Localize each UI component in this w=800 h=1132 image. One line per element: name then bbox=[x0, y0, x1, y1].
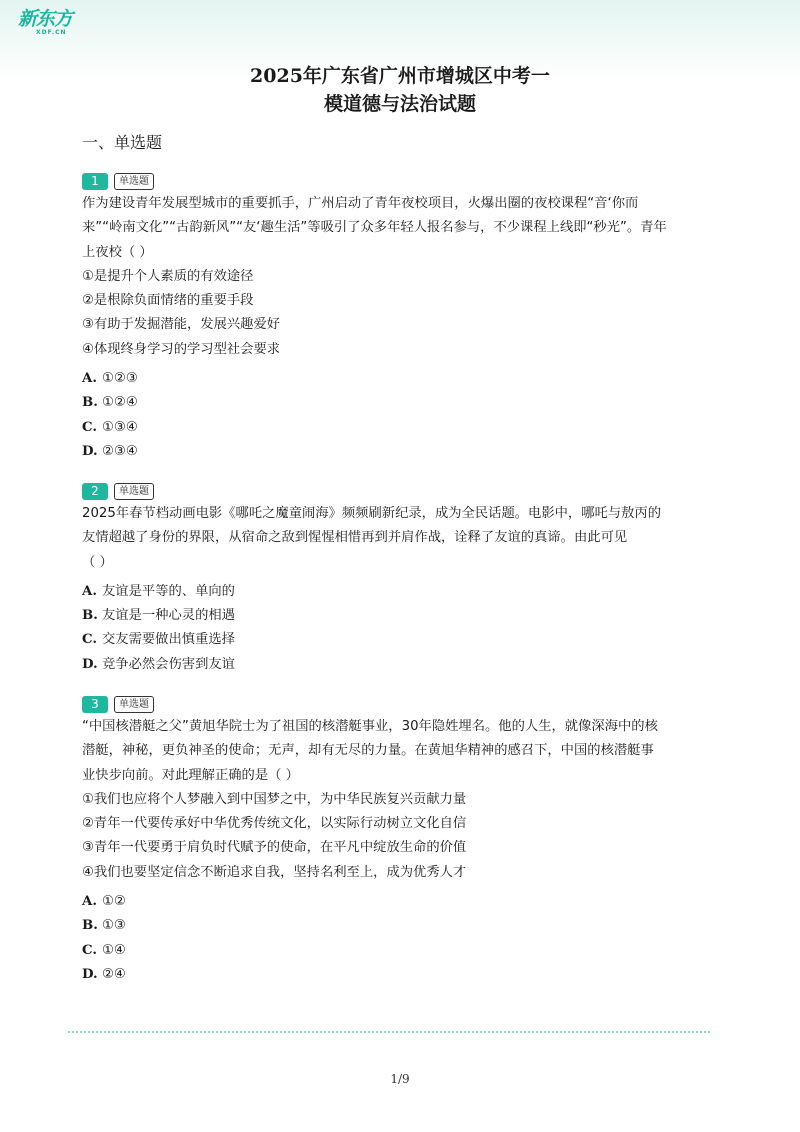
question-type-tag: 单选题 bbox=[114, 696, 154, 713]
question-stem bbox=[82, 715, 704, 885]
stem-line: 上夜校（ ） bbox=[82, 244, 153, 260]
stem-line: ①我们也应将个人梦融入到中国梦之中，为中华民族复兴贡献力量 bbox=[82, 791, 467, 807]
stem-line: ④体现终身学习的学习型社会要求 bbox=[82, 341, 281, 357]
stem-line: ④我们也要坚定信念不断追求自我，坚持名利至上，成为优秀人才 bbox=[82, 864, 467, 880]
answer-options bbox=[82, 367, 704, 464]
option-b: B. ①③ bbox=[82, 918, 126, 934]
question-2 bbox=[82, 481, 704, 677]
option-d: D. 竞争必然会伤害到友谊 bbox=[82, 656, 235, 672]
question-3 bbox=[82, 694, 704, 987]
title-line-2: 模道德与法治试题 bbox=[323, 93, 476, 115]
question-header bbox=[82, 694, 704, 714]
stem-line: 业快步向前。对此理解正确的是（ ） bbox=[82, 767, 299, 783]
page-number: 1/9 bbox=[390, 1072, 410, 1086]
option-c: C. 交友需要做出慎重选择 bbox=[82, 632, 235, 648]
question-header bbox=[82, 171, 704, 191]
option-c: C. ①③④ bbox=[82, 419, 138, 435]
question-type-tag: 单选题 bbox=[114, 483, 154, 500]
stem-line: （ ） bbox=[82, 554, 113, 570]
stem-line: 2025年春节档动画电影《哪吒之魔童闹海》频频刷新纪录，成为全民话题。电影中，哪吒与敖丙的 bbox=[82, 506, 662, 521]
stem-line: ②是根除负面情绪的重要手段 bbox=[82, 293, 254, 309]
section-heading: 一、单选题 bbox=[82, 133, 163, 152]
stem-line: ③青年一代要勇于肩负时代赋予的使命，在平凡中绽放生命的价值 bbox=[82, 840, 467, 856]
stem-line: 友情超越了身份的界限，从宿命之敌到惺惺相惜再到并肩作战，诠释了友谊的真谛。由此可见 bbox=[82, 530, 628, 546]
option-d: D. ②④ bbox=[82, 966, 126, 982]
page-title bbox=[0, 62, 800, 118]
question-stem bbox=[82, 502, 704, 575]
stem-line: ③有助于发掘潜能，发展兴趣爱好 bbox=[82, 317, 281, 333]
answer-options bbox=[82, 890, 704, 987]
stem-line: 潜艇，神秘，更负神圣的使命；无声，却有无尽的力量。在黄旭华精神的感召下，中国的核潜艇事 bbox=[82, 743, 654, 759]
question-number-badge: 2 bbox=[82, 483, 108, 500]
logo-subtext: XDF.CN bbox=[36, 29, 67, 36]
answer-options bbox=[82, 580, 704, 677]
stem-line: 作为建设青年发展型城市的重要抓手，广州启动了青年夜校项目，火爆出圈的夜校课程“音‘你而 bbox=[82, 196, 639, 211]
option-a: A. 友谊是平等的、单向的 bbox=[82, 583, 235, 599]
stem-line: “中国核潜艇之父”黄旭华院士为了祖国的核潜艇事业，30年隐姓埋名。他的人生，就像深海中的核 bbox=[82, 719, 658, 734]
stem-line: ①是提升个人素质的有效途径 bbox=[82, 268, 254, 284]
option-a: A. ①②③ bbox=[82, 371, 138, 387]
question-stem bbox=[82, 192, 704, 362]
option-b: B. ①②④ bbox=[82, 395, 138, 411]
title-line-1: 2025年广东省广州市增城区中考一 bbox=[250, 65, 550, 87]
question-type-tag: 单选题 bbox=[114, 173, 154, 190]
brand-logo bbox=[18, 8, 88, 38]
logo-text: 新东方 bbox=[18, 8, 73, 30]
option-a: A. ①② bbox=[82, 894, 126, 910]
question-1 bbox=[82, 171, 704, 464]
question-header bbox=[82, 481, 704, 501]
stem-line: ②青年一代要传承好中华优秀传统文化，以实际行动树立文化自信 bbox=[82, 816, 467, 832]
stem-line: 来”“岭南文化”“古韵新风”“友‘趣生活”等吸引了众多年轻人报名参与，不少课程上线即“秒光”。青年 bbox=[82, 220, 667, 236]
option-d: D. ②③④ bbox=[82, 443, 138, 459]
footer-divider bbox=[68, 1031, 710, 1033]
option-b: B. 友谊是一种心灵的相遇 bbox=[82, 608, 235, 624]
option-c: C. ①④ bbox=[82, 942, 126, 958]
question-number-badge: 3 bbox=[82, 696, 108, 713]
question-number-badge: 1 bbox=[82, 173, 108, 190]
